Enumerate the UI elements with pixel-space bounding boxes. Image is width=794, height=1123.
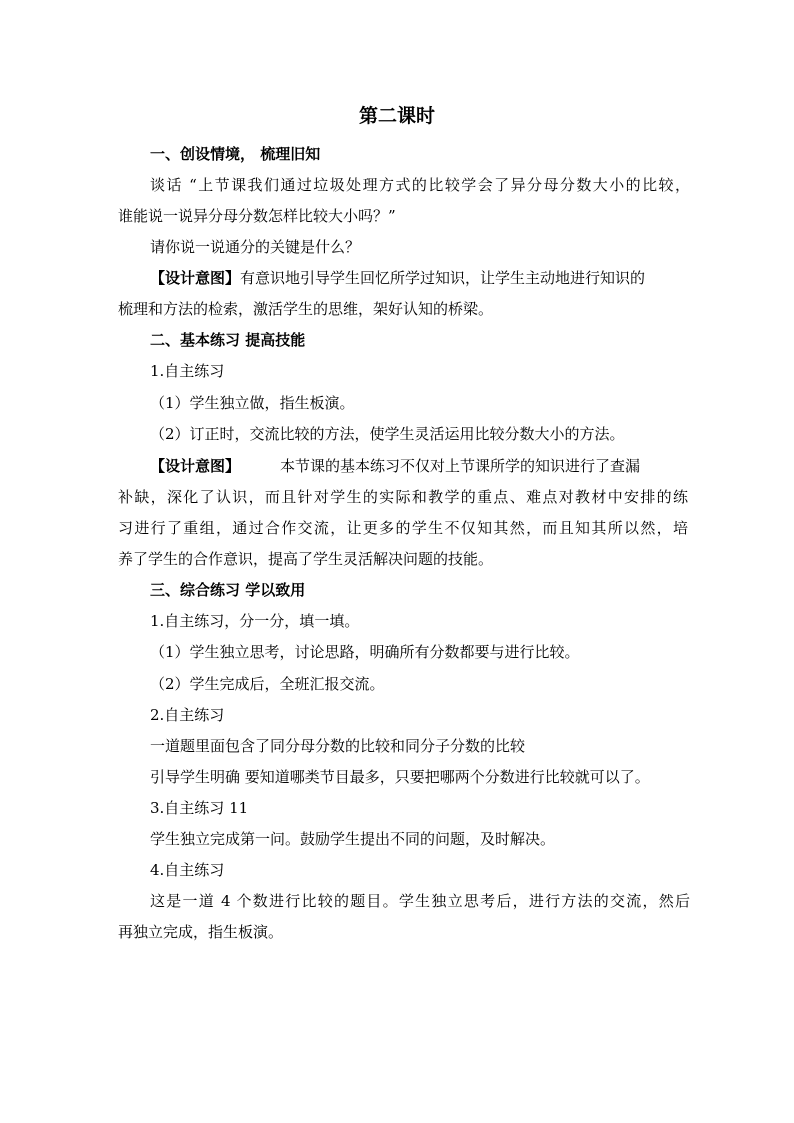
s3-item-4: 4.自主练习 <box>150 861 225 879</box>
s3-item-2: 2.自主练习 <box>150 706 225 724</box>
s2-sub-1: （1）学生独立做，指生板演。 <box>150 394 355 412</box>
s2-intent-line-4: 养了学生的合作意识，提高了学生灵活解决问题的技能。 <box>118 550 494 568</box>
s2-item-1: 1.自主练习 <box>150 362 225 380</box>
s1-talk-line-1: 谈话 “上节课我们通过垃圾处理方式的比较学会了异分母分数大小的比较， <box>150 176 690 194</box>
s3-item-3: 3.自主练习 11 <box>150 799 249 817</box>
s1-talk-line-2: 谁能说一说异分母分数怎样比较大小吗？” <box>118 207 396 225</box>
page-title: 第二课时 <box>358 105 435 127</box>
section-3-heading: 三、综合练习 学以致用 <box>150 581 306 599</box>
s1-question: 请你说一说通分的关键是什么？ <box>150 238 361 256</box>
s3-item-3-line-1: 学生独立完成第一问。鼓励学生提出不同的问题，及时解决。 <box>150 830 556 848</box>
s3-item-1: 1.自主练习，分一分，填一填。 <box>150 612 360 630</box>
s1-intent-line-1 <box>150 267 690 289</box>
s2-sub-2: （2）订正时，交流比较的方法，使学生灵活运用比较分数大小的方法。 <box>150 425 625 443</box>
section-2-heading: 二、基本练习 提高技能 <box>150 331 306 349</box>
s2-intent-line-1 <box>150 455 690 477</box>
s2-intent-line-3: 习进行了重组，通过合作交流，让更多的学生不仅知其然，而且知其所以然，培 <box>118 519 688 537</box>
s2-intent-label: 【设计意图】 <box>150 457 241 475</box>
s3-item-1-sub-2: （2）学生完成后，全班汇报交流。 <box>150 675 385 693</box>
s3-item-2-line-1: 一道题里面包含了同分母分数的比较和同分子分数的比较 <box>150 737 526 755</box>
s3-item-4-line-1: 这是一道 4 个数进行比较的题目。学生独立思考后，进行方法的交流，然后 <box>150 892 690 910</box>
s3-item-2-line-2: 引导学生明确 要知道哪类节目最多，只要把哪两个分数进行比较就可以了。 <box>150 768 650 786</box>
s3-item-4-line-2: 再独立完成，指生板演。 <box>118 923 284 941</box>
s1-intent-text: 有意识地引导学生回忆所学过知识，让学生主动地进行知识的 <box>240 269 646 287</box>
section-1-heading: 一、创设情境， 梳理旧知 <box>150 145 321 163</box>
s3-item-1-sub-1: （1）学生独立思考，讨论思路，明确所有分数都要与进行比较。 <box>150 643 580 661</box>
s1-intent-line-2: 梳理和方法的检索，激活学生的思维，架好认知的桥梁。 <box>118 300 494 318</box>
s1-intent-label: 【设计意图】 <box>150 269 241 287</box>
s2-intent-text: 本节课的基本练习不仅对上节课所学的知识进行了查漏 <box>280 457 641 475</box>
s2-intent-line-2: 补缺，深化了认识，而且针对学生的实际和教学的重点、难点对教材中安排的练 <box>118 488 688 506</box>
